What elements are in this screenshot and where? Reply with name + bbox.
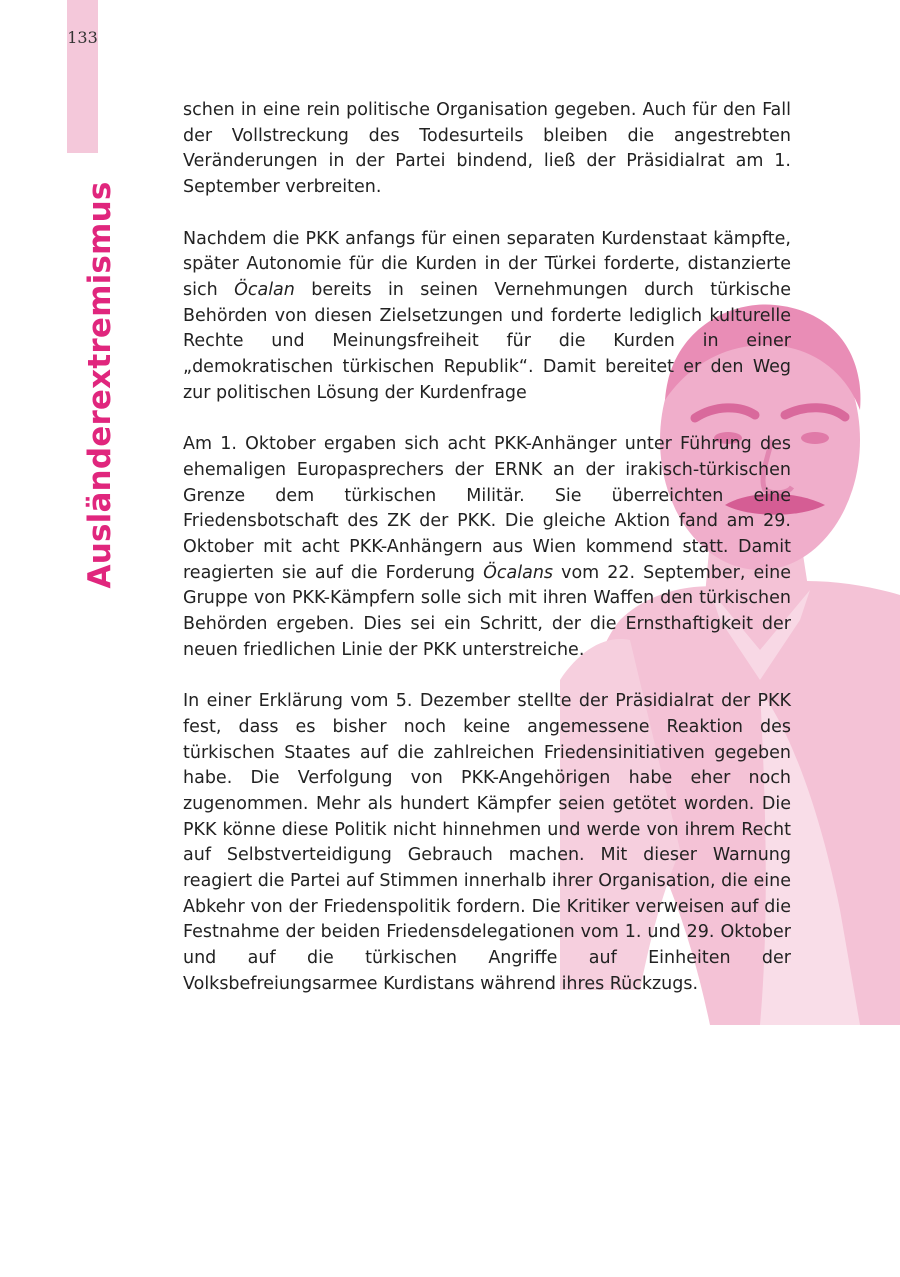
emphasis-ocalans: Öcalans xyxy=(483,562,554,583)
side-tab-marker xyxy=(67,0,98,153)
page-number: 133 xyxy=(67,28,98,47)
body-text xyxy=(183,98,791,1023)
paragraph-4: In einer Erklärung vom 5. Dezember stellte der Präsidialrat der PKK fest, dass es bisher noch keine angemessene Reaktion des türkischen Staates auf die zahlreichen Friedensinitiativen gegeben habe. Die Verfolgung von PKK-Angehörigen habe eher noch zugenommen. Mehr als hundert Kämpfer seien getötet worden. Die PKK könne diese Politik nicht hinnehmen und werde von ihrem Recht auf Selbstverteidigung Gebrauch machen. Mit dieser Warnung reagiert die Partei auf Stimmen innerhalb ihrer Organisation, die eine Abkehr von der Friedenspolitik fordern. Die Kritiker verweisen auf die Festnahme der beiden Friedensdelegationen vom 1. und 29. Oktober und auf die türkischen Angriffe auf Einheiten der Volksbefreiungsarmee Kurdistans während ihres Rückzugs. xyxy=(183,691,791,994)
section-title: Ausländerextremismus xyxy=(82,181,118,589)
paragraph-1: schen in eine rein politische Organisation gegeben. Auch für den Fall der Vollstreckung des Todesurteils bleiben die angestrebten Veränderungen in der Partei bindend, ließ der Präsidialrat am 1. September verbreiten. xyxy=(183,100,791,198)
emphasis-ocalan: Öcalan xyxy=(234,279,295,300)
paragraph-2: Nachdem die PKK anfangs für einen separaten Kurdenstaat kämpfte, später Autonomie für die Kurden in der Türkei forderte, distanzierte sich Öcalan bereits in seinen Vernehmungen durch türkische Behörden von diesen Zielsetzungen und forderte lediglich kulturelle Rechte und Meinungsfreiheit für die Kurden in einer „demokratischen türkischen Republik“. Damit bereitet er den Weg zur politischen Lösung der Kurdenfrage xyxy=(183,228,791,403)
paragraph-3: Am 1. Oktober ergaben sich acht PKK-Anhänger unter Führung des ehemaligen Europasprechers der ERNK an der irakisch-türkischen Grenze dem türkischen Militär. Sie überreichten eine Friedensbotschaft des ZK der PKK. Die gleiche Aktion fand am 29. Oktober mit acht PKK-Anhängern aus Wien kommend statt. Damit reagierten sie auf die Forderung Öcalans vom 22. September, eine Gruppe von PKK-Kämpfern solle sich mit ihren Waffen den türkischen Behörden ergeben. Dies sei ein Schritt, der die Ernsthaftigkeit der neuen friedlichen Linie der PKK unterstreiche. xyxy=(183,434,791,660)
